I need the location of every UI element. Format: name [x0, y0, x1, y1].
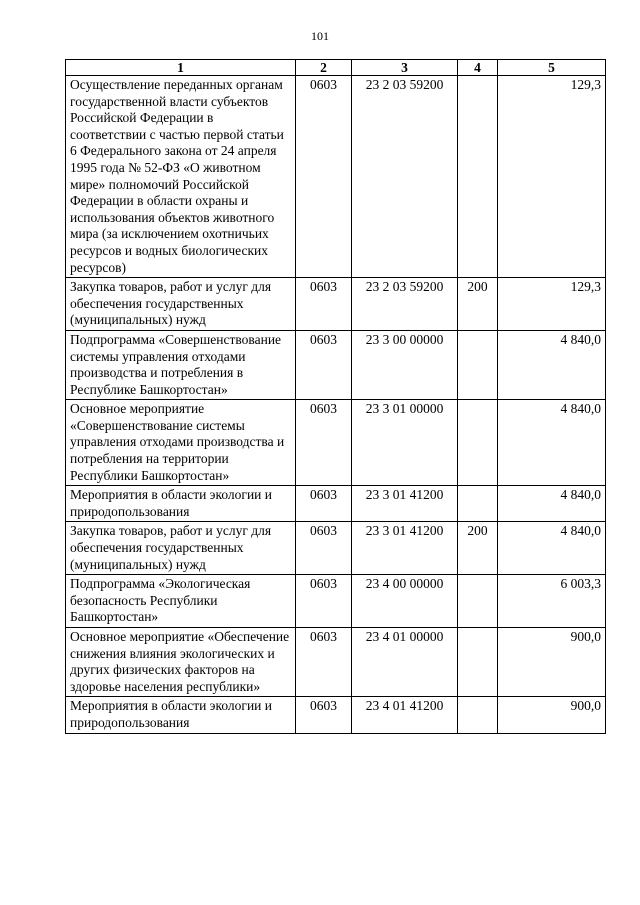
row-name: Мероприятия в области экологии и природопользования	[66, 697, 296, 733]
row-name: Закупка товаров, работ и услуг для обеспечения государственных (муниципальных) нужд	[66, 522, 296, 575]
row-code: 23 3 00 00000	[352, 330, 458, 399]
row-kind: 200	[458, 522, 498, 575]
row-code: 23 4 01 41200	[352, 697, 458, 733]
row-section: 0603	[296, 330, 352, 399]
row-name: Основное мероприятие «Обеспечение снижения влияния экологических и других физических факторов на здоровье населения республики»	[66, 628, 296, 697]
table-row	[66, 522, 606, 575]
row-name: Подпрограмма «Совершенствование системы управления отходами производства и потребления в Республике Башкортостан»	[66, 330, 296, 399]
row-kind	[458, 697, 498, 733]
row-kind	[458, 486, 498, 522]
row-amount: 4 840,0	[498, 400, 606, 486]
table-row	[66, 575, 606, 628]
row-section: 0603	[296, 628, 352, 697]
row-kind	[458, 330, 498, 399]
row-kind: 200	[458, 278, 498, 331]
table-row	[66, 76, 606, 278]
row-amount: 129,3	[498, 278, 606, 331]
row-amount: 900,0	[498, 628, 606, 697]
table-row	[66, 628, 606, 697]
row-section: 0603	[296, 486, 352, 522]
row-amount: 4 840,0	[498, 330, 606, 399]
table-row	[66, 486, 606, 522]
row-name: Закупка товаров, работ и услуг для обеспечения государственных (муниципальных) нужд	[66, 278, 296, 331]
table-row	[66, 330, 606, 399]
row-kind	[458, 628, 498, 697]
table-row	[66, 400, 606, 486]
header-col-3: 3	[352, 60, 458, 76]
row-amount: 6 003,3	[498, 575, 606, 628]
page-number: 101	[311, 29, 329, 43]
row-code: 23 4 01 00000	[352, 628, 458, 697]
row-code: 23 3 01 41200	[352, 486, 458, 522]
header-col-5: 5	[498, 60, 606, 76]
row-section: 0603	[296, 522, 352, 575]
row-amount: 4 840,0	[498, 522, 606, 575]
row-section: 0603	[296, 278, 352, 331]
table-row	[66, 697, 606, 733]
row-name: Осуществление переданных органам государственной власти субъектов Российской Федерации в соответствии с частью первой статьи 6 Федерального закона от 24 апреля 1995 года № 52-ФЗ «О животном мире» полномочий Российской Федерации в области охраны и использования объектов животного мира (за исключением охотничьих ресурсов и водных биологических ресурсов)	[66, 76, 296, 278]
row-section: 0603	[296, 575, 352, 628]
row-code: 23 4 00 00000	[352, 575, 458, 628]
header-col-1: 1	[66, 60, 296, 76]
header-col-4: 4	[458, 60, 498, 76]
row-kind	[458, 76, 498, 278]
row-amount: 900,0	[498, 697, 606, 733]
table-row	[66, 278, 606, 331]
row-kind	[458, 575, 498, 628]
row-code: 23 2 03 59200	[352, 278, 458, 331]
row-name: Мероприятия в области экологии и природопользования	[66, 486, 296, 522]
row-code: 23 3 01 00000	[352, 400, 458, 486]
row-section: 0603	[296, 76, 352, 278]
row-section: 0603	[296, 400, 352, 486]
row-kind	[458, 400, 498, 486]
table-header-row	[66, 60, 606, 76]
row-code: 23 2 03 59200	[352, 76, 458, 278]
row-amount: 129,3	[498, 76, 606, 278]
row-name: Подпрограмма «Экологическая безопасность Республики Башкортостан»	[66, 575, 296, 628]
row-name: Основное мероприятие «Совершенствование системы управления отходами производства и потребления на территории Республики Башкортостан»	[66, 400, 296, 486]
row-code: 23 3 01 41200	[352, 522, 458, 575]
row-section: 0603	[296, 697, 352, 733]
header-col-2: 2	[296, 60, 352, 76]
budget-table	[65, 59, 606, 734]
row-amount: 4 840,0	[498, 486, 606, 522]
